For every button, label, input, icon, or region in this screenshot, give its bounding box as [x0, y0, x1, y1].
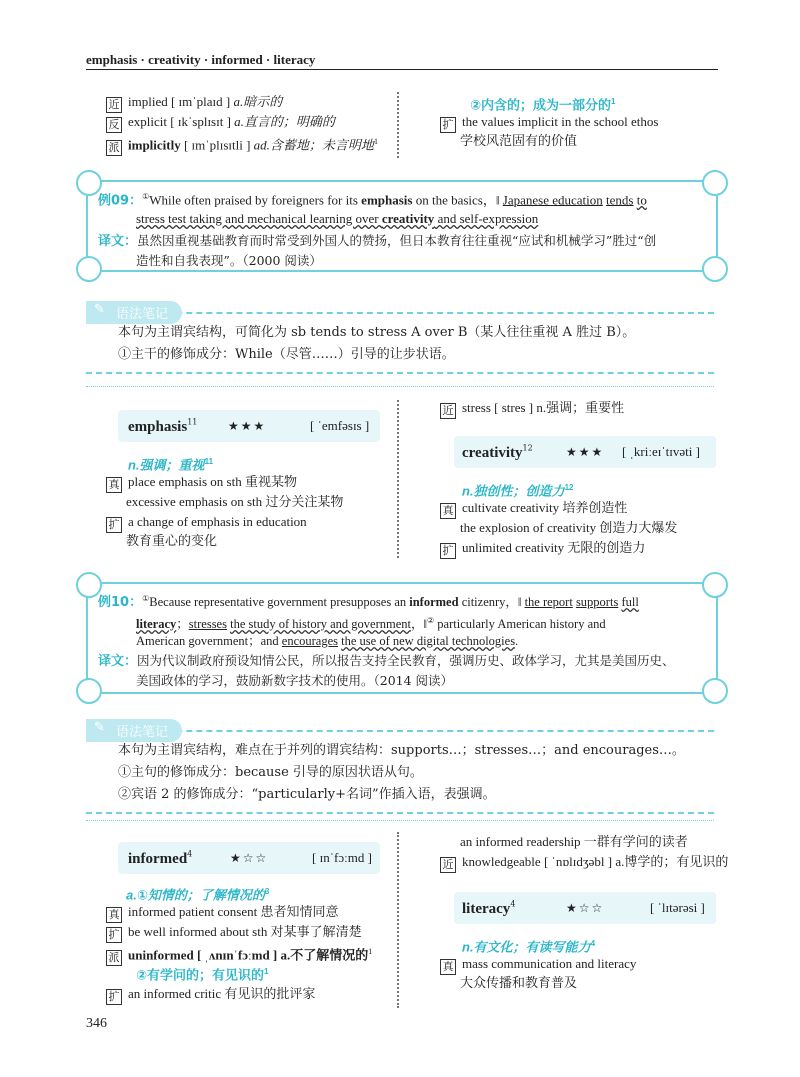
headword-emphasis	[128, 416, 197, 436]
usage-en: the values implicit in the school ethos	[462, 114, 659, 129]
frequency-sup: 12	[522, 443, 533, 453]
corner-ornament	[76, 678, 102, 704]
grammar-note-1-line1: 本句为主谓宾结构，可简化为 sb tends to stress A over B（某人往往重视 A 胜过 B）。	[118, 325, 636, 340]
text-span: particularly American history and	[434, 617, 606, 632]
sense-text: n.有文化；有读写能力	[462, 939, 591, 955]
frequency-sup: 1	[373, 137, 378, 146]
corner-ornament	[76, 256, 102, 282]
usage-row	[440, 498, 627, 519]
related-word-explicit	[106, 112, 335, 133]
usage-text: be well informed about sth 对某事了解清楚	[128, 924, 362, 939]
translation-label: 译文：	[98, 654, 138, 669]
usage-text: informed patient consent 患者知情同意	[128, 904, 339, 919]
tag-extend: 扩	[106, 517, 122, 533]
usage-row: an informed readership 一群有学问的读者	[460, 834, 688, 849]
example-10-translation-cont: 美国政体的学习，鼓励新数字技术的使用。（2014 阅读）	[136, 673, 454, 688]
related-word-implicitly	[106, 132, 378, 156]
translation-text: 因为代议制政府预设知情公民，所以报告支持全民教育，强调历史、政体学习，尤其是美国历史、	[137, 653, 675, 668]
predicate-underline: encourages	[281, 634, 339, 648]
sense-text: ②有学问的；有见识的	[136, 967, 265, 983]
example-09-translation-cont: 造性和自我表现”。（2000 阅读）	[136, 253, 322, 268]
example-label: 例10：	[98, 595, 143, 611]
header-rule	[86, 69, 718, 70]
usage-row	[440, 538, 645, 559]
tag-near: 近	[440, 857, 456, 873]
usage-row	[106, 922, 362, 943]
headword-text: informed	[128, 851, 188, 867]
tag-extend: 扩	[106, 927, 122, 943]
usage-row	[106, 472, 297, 493]
page-number: 346	[86, 1016, 107, 1031]
star-rating: ★☆☆	[566, 901, 605, 915]
tag-real: 真	[106, 907, 122, 923]
keyword: emphasis	[361, 192, 413, 208]
related-word-stress	[440, 398, 624, 419]
headword-text: emphasis	[128, 419, 188, 435]
related-word-knowledgeable	[440, 852, 728, 873]
grammar-note-1-line2: ①主干的修饰成分：While（尽管……）引导的让步状语。	[118, 347, 455, 362]
object-underline: the use of new digital technologies	[341, 634, 516, 648]
headword-literacy	[462, 898, 515, 918]
pronunciation: [ ˌkriːeɪˈtɪvəti ]	[622, 444, 700, 459]
headword-text: creativity	[462, 445, 523, 461]
usage-text: knowledgeable [ ˈnɒlɪdʒəbl ] a.博学的；有见识的	[462, 854, 729, 869]
related-word-implied	[106, 92, 282, 113]
star-rating: ★★★	[566, 445, 605, 459]
keyword: informed	[409, 595, 459, 610]
object-underline: stress test taking and mechanical learning over	[136, 211, 382, 226]
frequency-sup: 1	[611, 97, 616, 106]
pen-icon: ✎	[94, 302, 105, 317]
column-divider	[397, 92, 409, 158]
frequency-sup: 4	[187, 849, 193, 859]
text-span: ，‖	[410, 617, 427, 632]
section-separator	[86, 820, 714, 821]
clause-marker: ②	[427, 616, 435, 625]
sense-heading-2	[136, 962, 268, 985]
usage-row	[106, 512, 307, 533]
usage-row	[106, 902, 339, 923]
word-text: implicitly	[128, 137, 181, 153]
frequency-sup: 1	[264, 967, 269, 976]
usage-text: mass communication and literacy	[462, 956, 637, 971]
usage-text: an informed critic 有见识的批评家	[128, 986, 316, 1001]
headword-informed	[128, 848, 192, 868]
tag-derived: 派	[106, 140, 122, 156]
tag-near: 近	[106, 97, 122, 113]
example-label: 例09：	[98, 193, 143, 209]
predicate-underline: supports	[575, 595, 619, 610]
tag-derived: 派	[106, 950, 122, 966]
running-header: emphasis · creativity · informed · literacy	[86, 52, 316, 67]
grammar-note-2-line3: ②宾语 2 的修饰成分：“particularly+名词”作插入语，表强调。	[118, 787, 496, 802]
example-09-sentence-cont	[136, 208, 538, 230]
star-rating: ★★★	[228, 419, 267, 433]
tag-real: 真	[106, 477, 122, 493]
tag-near: 近	[440, 403, 456, 419]
frequency-sup: 4	[510, 899, 516, 909]
usage-text: stress [ stres ] n.强调；重要性	[462, 400, 625, 415]
pronunciation: [ ˈlɪtərəsi ]	[650, 900, 705, 915]
clause-marker: ①	[142, 594, 150, 603]
object-underline: to	[636, 192, 647, 208]
column-divider	[397, 400, 409, 558]
badge-label: 语法笔记	[116, 725, 169, 740]
usage-row: 大众传播和教育普及	[460, 976, 578, 991]
tag-antonym: 反	[106, 117, 122, 133]
pronunciation: [ ˈemfəsɪs ]	[310, 418, 370, 433]
usage-text: cultivate creativity 培养创造性	[462, 500, 628, 515]
usage-row: 教育重心的变化	[126, 534, 218, 549]
translation-text: 虽然因重视基础教育而时常受到外国人的赞扬，但日本教育往往重视“应试和机械学习”胜过“创	[137, 233, 657, 248]
frequency-sup: 11	[204, 457, 214, 466]
pronunciation: [ ɪmˈplɪsɪtli ]	[183, 137, 251, 153]
usage-text: uninformed [ ˌʌnɪnˈfɔːmd ] a.不了解情况的	[128, 947, 369, 963]
usage-text: place emphasis on sth 重视某物	[128, 474, 297, 489]
text-span: ；	[176, 617, 189, 632]
frequency-sup: 1	[368, 947, 373, 956]
translation-label: 译文：	[98, 234, 138, 249]
frequency-sup: 12	[564, 483, 574, 492]
text-span: citizenry，‖	[458, 595, 525, 610]
text-span: While often praised by foreigners for its	[149, 192, 362, 208]
clause-marker: ①	[142, 192, 150, 201]
grammar-note-badge	[86, 719, 182, 742]
corner-ornament	[702, 256, 728, 282]
keyword: literacy	[136, 617, 177, 632]
example-10-sentence-line3	[136, 630, 518, 652]
extended-usage-zh: 学校风范固有的价值	[460, 134, 578, 149]
tag-real: 真	[440, 959, 456, 975]
extended-usage	[440, 112, 658, 133]
usage-row: excessive emphasis on sth 过分关注某物	[126, 494, 344, 509]
grammar-note-2-line2: ①主句的修饰成分：because 引导的原因状语从句。	[118, 765, 423, 780]
frequency-sup: 11	[187, 417, 198, 427]
frequency-sup: 3	[264, 887, 270, 896]
predicate-underline: tends	[606, 192, 634, 208]
sense-text: ②内含的；成为一部分的	[470, 97, 612, 113]
usage-text: unlimited creativity 无限的创造力	[462, 540, 646, 555]
sense-text: n.独创性；创造力	[462, 483, 565, 499]
pronunciation: [ ɪnˈfɔːmd ]	[312, 850, 372, 865]
text-span: Because representative government presupposes an	[149, 595, 410, 610]
object-underline: and self-expression	[434, 211, 539, 226]
text-span: American government；and	[136, 634, 282, 648]
predicate-underline: stresses	[188, 617, 227, 632]
definition: ad.含蓄地；未言明地	[253, 137, 374, 153]
text-span: .	[515, 634, 519, 648]
pen-icon: ✎	[94, 720, 105, 735]
corner-ornament	[702, 572, 728, 598]
subject-underline: the report	[524, 595, 573, 610]
definition: a.直言的；明确的	[234, 114, 335, 129]
tag-real: 真	[440, 503, 456, 519]
usage-row	[106, 984, 315, 1005]
word-text: explicit	[128, 114, 167, 129]
definition: a.暗示的	[233, 94, 283, 109]
subject-underline: Japanese education	[502, 192, 603, 208]
object-underline: full	[621, 595, 639, 610]
headword-text: literacy	[462, 901, 511, 917]
usage-text: a change of emphasis in education	[128, 514, 307, 529]
sense-text: n.强调；重视	[128, 457, 205, 473]
pronunciation: [ ɪmˈplaɪd ]	[170, 94, 231, 109]
badge-label: 语法笔记	[116, 307, 169, 322]
frequency-sup: 4	[590, 939, 596, 948]
tag-extend: 扩	[106, 989, 122, 1005]
section-separator	[86, 386, 714, 387]
pronunciation: [ ɪkˈsplɪsɪt ]	[170, 114, 231, 129]
object-underline: the study of history and government	[230, 617, 411, 632]
star-rating: ★☆☆	[230, 851, 269, 865]
corner-ornament	[702, 678, 728, 704]
grammar-note-badge	[86, 301, 182, 324]
grammar-note-2-line1: 本句为主谓宾结构，难点在于并列的谓宾结构：supports…；stresses…；and encourages…。	[118, 743, 685, 758]
keyword: creativity	[381, 211, 435, 226]
column-divider	[397, 832, 409, 1008]
text-span: on the basics，‖	[412, 192, 503, 208]
tag-extend: 扩	[440, 117, 456, 133]
usage-row: the explosion of creativity 创造力大爆发	[460, 520, 678, 535]
sense-text: a.①知情的；了解情况的	[126, 887, 265, 903]
tag-extend: 扩	[440, 543, 456, 559]
usage-row	[440, 954, 636, 975]
headword-creativity	[462, 442, 533, 462]
word-text: implied	[128, 94, 168, 109]
